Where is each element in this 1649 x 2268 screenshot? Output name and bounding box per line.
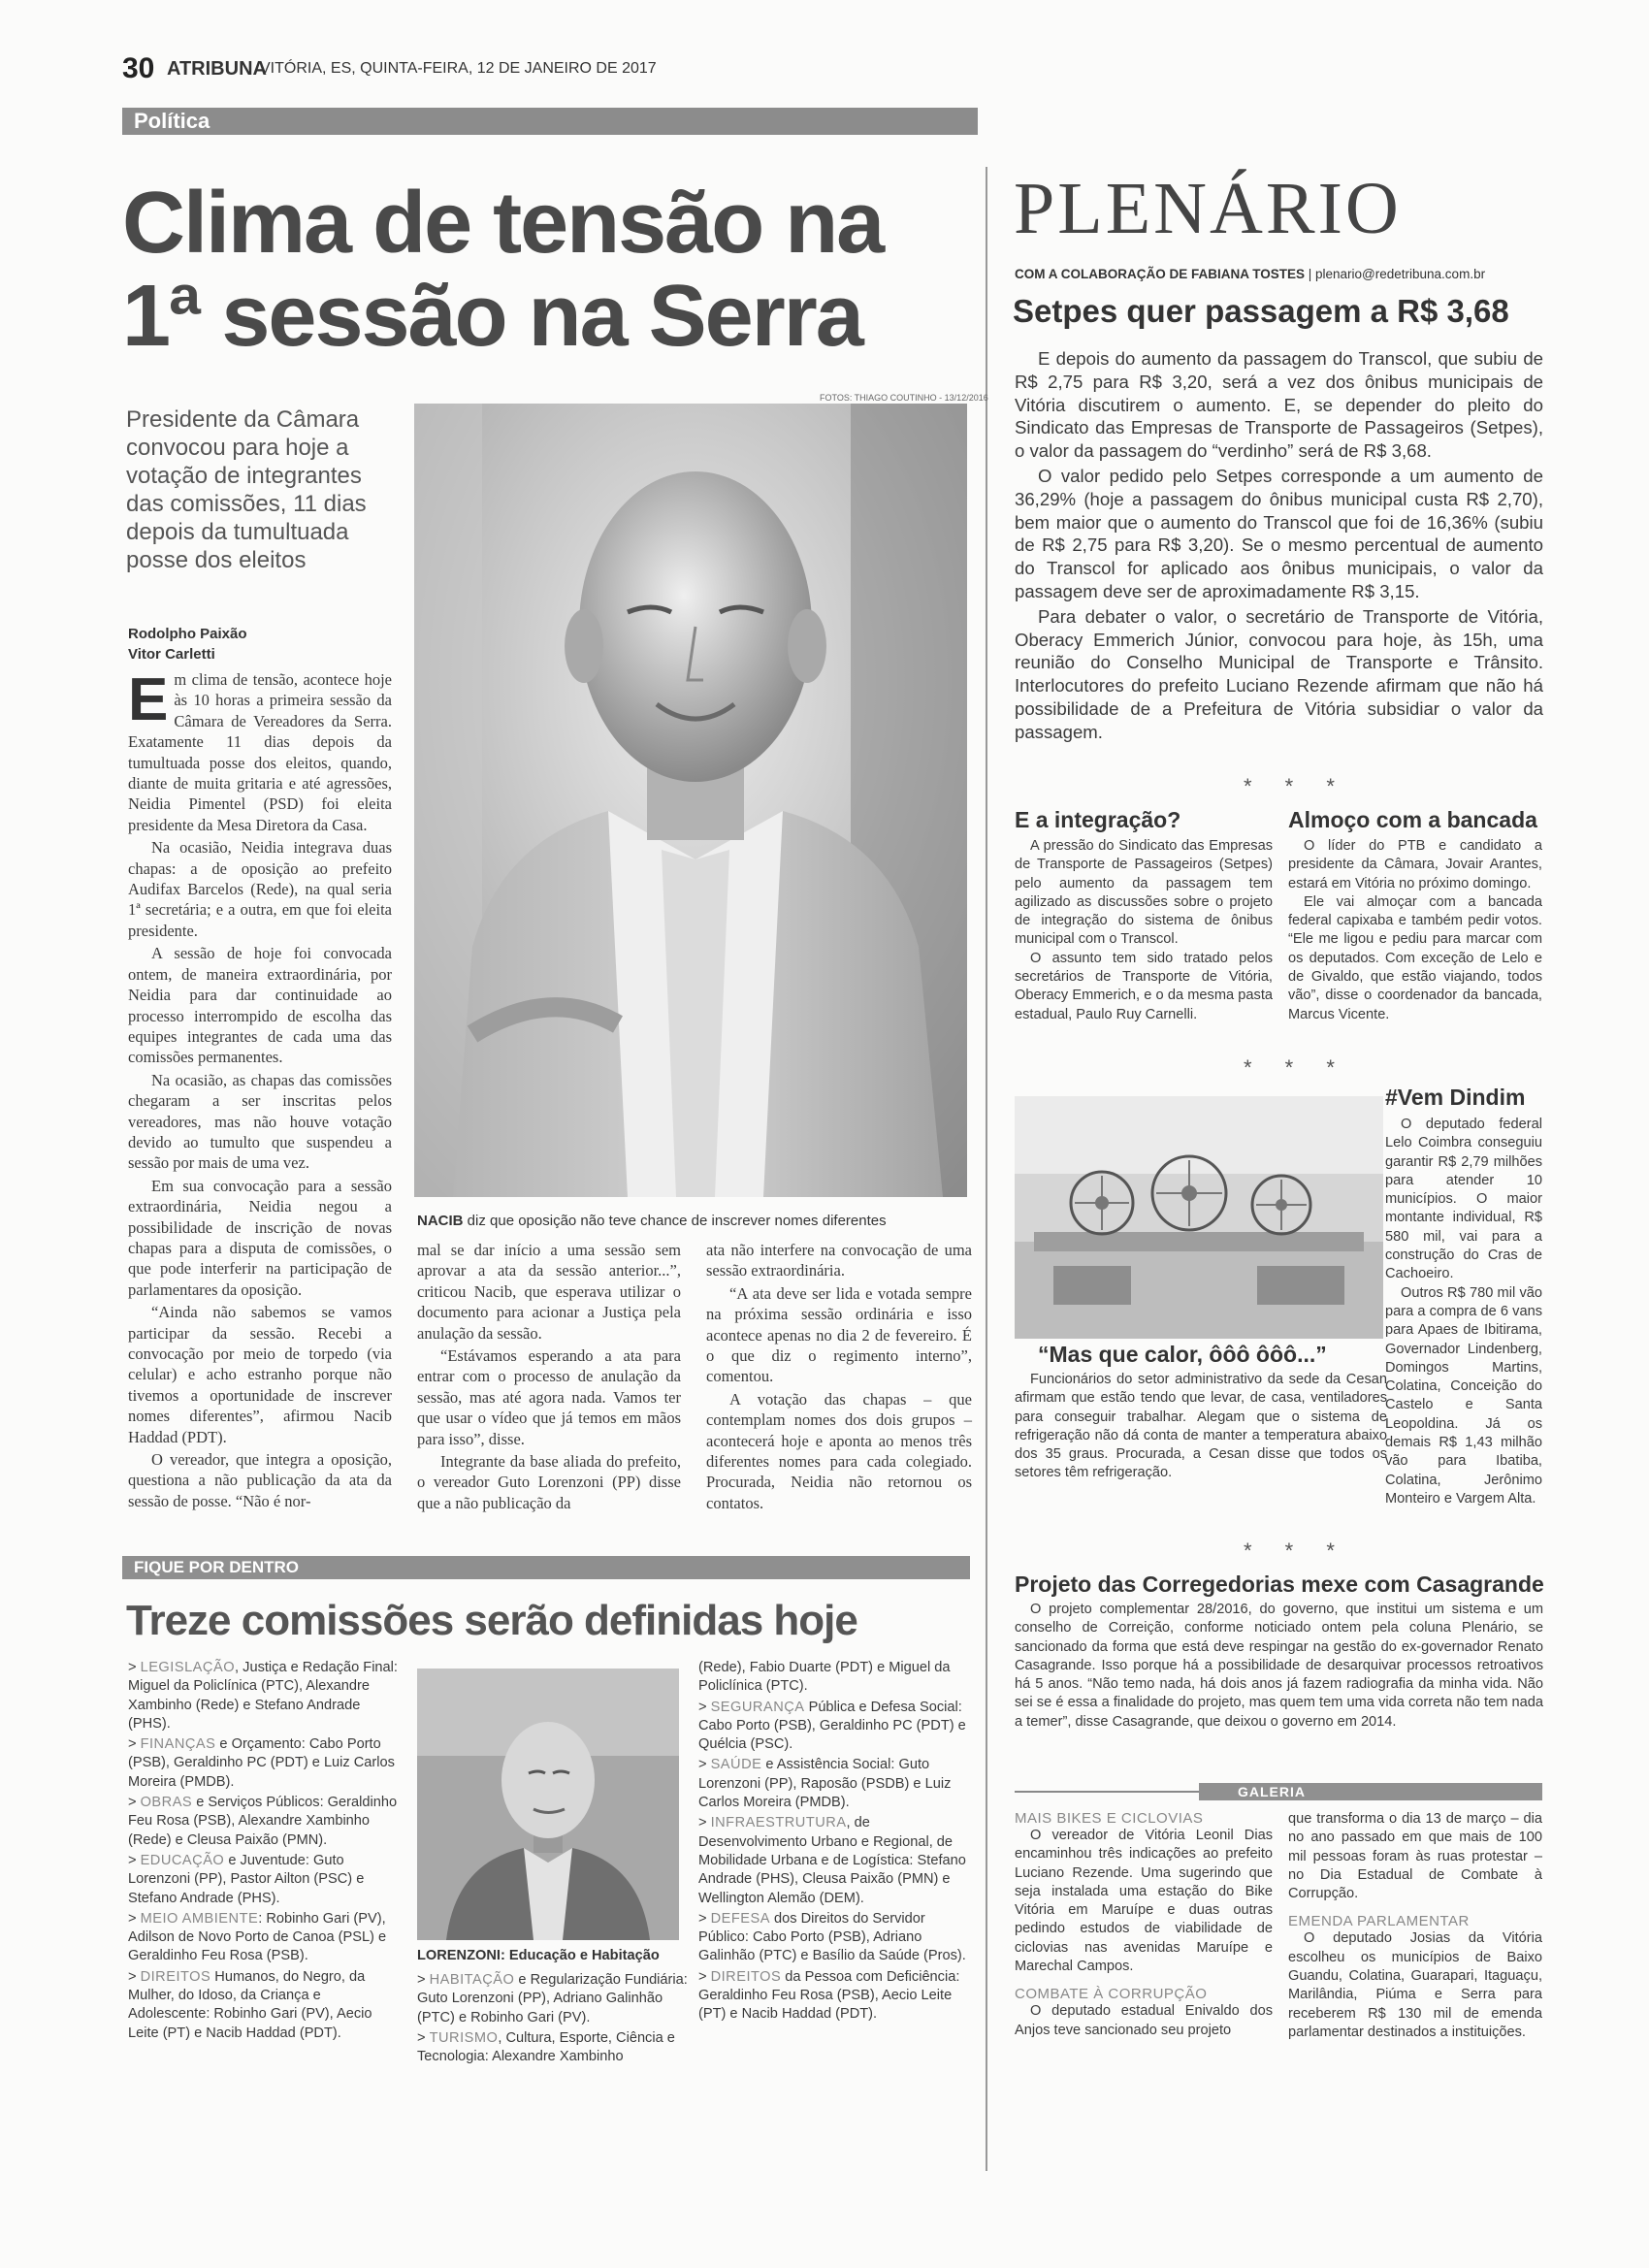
galeria-category: COMBATE À CORRUPÇÃO: [1015, 1986, 1208, 2003]
paragraph: O vereador, que integra a oposição, questiona a não publicação da ata da sessão de posse. “Não é nor-: [128, 1450, 392, 1510]
collab-label: COM A COLABORAÇÃO DE FABIANA TOSTES: [1015, 267, 1306, 281]
list-item: (Rede), Fabio Duarte (PDT) e Miguel da Policlínica (PTC).: [698, 1660, 951, 1695]
section-label: Política: [134, 109, 210, 133]
photo-credit: FOTOS: THIAGO COUTINHO - 13/12/2016: [820, 393, 988, 403]
paragraph: O deputado federal Lelo Coimbra conseguiu garantir R$ 2,79 milhões para atender 10 municípios. O maior montante individual, R$ 580 mil, vai para a construção do Cras de Cachoeiro.: [1385, 1117, 1542, 1282]
bullet-icon: >: [128, 1910, 141, 1927]
author-name: Rodolpho Paixão: [128, 626, 247, 642]
separator-stars: * * *: [1244, 1055, 1348, 1080]
commission-members: : Robinho Gari (PV), Adilson de Novo Porto de Canoa (PSL) e Geraldinho Feu Rosa (PSB).: [128, 1910, 387, 1964]
paragraph: Outros R$ 780 mil vão para a compra de 6 vans para Apaes de Ibitirama, Governador Lindenberg, Domingos Martins, Colatina, Conceição do Castelo e Santa Leopoldina. Já os demais R$ 1,43 milhão vão para Ibatiba, Colatina, Jerônimo Monteiro e Vargem Alta.: [1385, 1284, 1542, 1507]
galeria-category: MAIS BIKES E CICLOVIAS: [1015, 1810, 1204, 1827]
commission-category: EDUCAÇÃO: [140, 1852, 225, 1868]
paragraph: “Estávamos esperando a ata para entrar com o processo de anulação da sessão, mas até agora nada. Vamos ter que usar o vídeo que já temos em mãos para isso”, disse.: [417, 1346, 681, 1448]
commission-category: OBRAS: [140, 1795, 193, 1811]
paragraph: “A ata deve ser lida e votada sempre na próxima sessão ordinária e isso acontece apenas no dia 2 de fevereiro. É o que diz o regimento interno”, comentou.: [706, 1283, 972, 1386]
author-name: Vitor Carletti: [128, 646, 215, 663]
bullet-icon: >: [698, 1815, 711, 1831]
paragraph: Na ocasião, as chapas das comissões chegaram a ser inscritas pelos vereadores, mas não houve votação devido ao tumulto que suspendeu a sessão por mais de uma vez.: [128, 1070, 392, 1173]
commissions-list-middle: [417, 1971, 689, 2068]
drop-cap: E: [128, 666, 169, 733]
commission-category: TURISMO: [429, 2029, 499, 2046]
commission-category: INFRAESTRUTURA: [710, 1815, 847, 1831]
caption-name: NACIB: [417, 1213, 464, 1229]
paragraph: ata não interfere na convocação de uma sessão extraordinária.: [706, 1241, 972, 1280]
calor-body: [1015, 1371, 1387, 1483]
paragraph: m clima de tensão, acontece hoje às 10 horas a primeira sessão da Câmara de Vereadores da Serra. Exatamente 11 dias depois da tumultuada posse dos eleitos, quando, diante de muita gritaria e até agressões, Neidia Pimentel (PSD) foi eleita presidente da Mesa Diretora da Casa.: [128, 670, 392, 834]
paragraph: “Ainda não sabemos se vamos participar da sessão. Recebi a convocação por meio de torpedo (via celular) e acho estranho porque não tivemos a oportunidade de inscrever nomes diferentes”, afirmou Nacib Haddad (PDT).: [128, 1303, 392, 1446]
commission-category: DEFESA: [710, 1910, 770, 1927]
galeria-rule: [1015, 1791, 1199, 1793]
galeria-right: [1288, 1810, 1542, 2042]
list-item: [698, 1814, 972, 1907]
projeto-body: [1015, 1601, 1543, 1732]
paragraph: A votação das chapas – que contemplam nomes dos dois grupos – acontecerá hoje e aponta ao menos três diferentes nomes para cada colegiado. Procurada, Neidia não retornou os contatos.: [706, 1389, 972, 1512]
main-headline: [122, 177, 976, 363]
fique-label: FIQUE POR DENTRO: [134, 1558, 300, 1576]
commissions-headline: Treze comissões serão definidas hoje: [126, 1597, 857, 1644]
plenario-body: [1015, 347, 1543, 746]
lorenzoni-photo: [417, 1669, 679, 1940]
bullet-icon: >: [128, 1795, 141, 1811]
galeria-left: [1015, 1810, 1273, 2040]
brand-logo: ATRIBUNA: [167, 58, 267, 80]
dindim-body: [1385, 1116, 1542, 1508]
bullet-icon: >: [128, 1852, 141, 1868]
bullet-icon: >: [128, 1968, 141, 1985]
list-item: [128, 1910, 400, 1966]
commission-category: DIREITOS: [710, 1968, 782, 1985]
list-item: [417, 2029, 689, 2067]
paragraph: Funcionários do setor administrativo da sede da Cesan afirmam que estão tendo que levar, de casa, ventiladores para conseguir trabalhar. Alegam que o sistema de refrigeração não dá conta de manter a temperatura abaixo dos 35 graus. Procurada, a Cesan disse que todos os setores têm refrigeração.: [1015, 1372, 1387, 1481]
paragraph: Em sua convocação para a sessão extraordinária, Neidia negou a possibilidade de inscrição de novas chapas para a disputa de comissões, o que pode interferir na participação de parlamentares da oposição.: [128, 1176, 392, 1299]
integracao-title: E a integração?: [1015, 807, 1181, 832]
galeria-category: EMENDA PARLAMENTAR: [1288, 1913, 1470, 1930]
paragraph: Na ocasião, Neidia integrava duas chapas: a de oposição ao prefeito Audifax Barcelos (Rede), na qual seria 1ª secretária; e a outra, em que foi eleita presidente.: [128, 838, 392, 940]
commission-members: da Pessoa com Deficiência: Geraldinho Feu Rosa (PSB), Aecio Leite (PT) e Nacib Haddad (PDT).: [698, 1968, 960, 2023]
column-divider: [986, 167, 987, 2171]
list-item: [128, 1968, 400, 2043]
caption-text: diz que oposição não teve chance de inscrever nomes diferentes: [463, 1213, 887, 1229]
almoco-body: [1288, 837, 1542, 1024]
commission-members: e Assistência Social: Guto Lorenzoni (PP), Raposão (PSDB) e Luiz Carlos Moreira (PMDB).: [698, 1757, 952, 1811]
paragraph: A pressão do Sindicato das Empresas de Transporte de Passageiros (Setpes) pelo aumento da passagem tem agilizado as discussões sobre o projeto de integração do sistema de ônibus municipal com o Transcol.: [1015, 838, 1273, 948]
commission-category: DIREITOS: [140, 1968, 211, 1985]
commission-members: e Orçamento: Cabo Porto (PSB), Geraldinho PC (PDT) e Luiz Carlos Moreira (PMDB).: [128, 1736, 395, 1790]
commission-category: SEGURANÇA: [710, 1699, 805, 1715]
nacib-photo: [414, 404, 967, 1197]
bullet-icon: >: [698, 1757, 711, 1773]
paragraph: O assunto tem sido tratado pelos secretários de Transporte de Vitória, Oberacy Emmerich, e o da mesma pasta estadual, Paulo Ruy Carnelli.: [1015, 950, 1273, 1022]
bullet-icon: >: [417, 2029, 430, 2046]
bullet-icon: >: [698, 1968, 711, 1985]
commission-members: Humanos, do Negro, da Mulher, do Idoso, da Criança e Adolescente: Robinho Gari (PV), Aecio Leite (PT) e Nacib Haddad (PDT).: [128, 1968, 372, 2041]
headline-line-2: 1ª sessão na Serra: [122, 268, 862, 365]
integracao-body: [1015, 837, 1273, 1024]
paragraph: A sessão de hoje foi convocada ontem, de maneira extraordinária, por Neidia para dar continuidade ao processo interrompido de escolha das equipes integrantes de cada uma das comissões permanentes.: [128, 944, 392, 1067]
article-column-2: [417, 1240, 681, 1515]
article-column-1: [128, 666, 392, 1513]
bullet-icon: >: [128, 1736, 141, 1753]
headline-line-1: Clima de tensão na: [122, 175, 884, 272]
paragraph: Integrante da base aliada do prefeito, o vereador Guto Lorenzoni (PP) disse que a não publicação da: [417, 1452, 681, 1512]
section-bar: [122, 108, 978, 135]
article-column-3: [706, 1240, 972, 1515]
list-item: [128, 1794, 400, 1850]
collab-email: | plenario@redetribuna.com.br: [1305, 267, 1486, 281]
byline: [128, 624, 247, 664]
list-item: [698, 1756, 972, 1812]
bullet-icon: >: [698, 1910, 711, 1927]
paragraph: O deputado Josias da Vitória escolheu os municípios de Baixo Guandu, Colatina, Guarapari, Itaguaçu, Marilândia, Piúma e Serra para receberem R$ 130 mil de emenda parlamentar destinados a instituições.: [1288, 1930, 1542, 2040]
list-item: [417, 1971, 689, 2027]
commission-members: dos Direitos do Servidor Público: Cabo Porto (PSB), Adriano Galinhão (PTC) e Basílio da Saúde (Pros).: [698, 1910, 966, 1964]
bullet-icon: >: [417, 1972, 430, 1988]
commission-members: e Serviços Públicos: Geraldinho Feu Rosa (PSB), Alexandre Xambinho (Rede) e Cleusa Paixão (PMN).: [128, 1795, 398, 1848]
list-item: [698, 1968, 972, 2025]
commission-members: , Justiça e Redação Final: Miguel da Policlínica (PTC), Alexandre Xambinho (Rede) e Stefano Andrade (PHS).: [128, 1660, 398, 1732]
office-fans-photo: [1015, 1096, 1383, 1339]
paragraph: O vereador de Vitória Leonil Dias encaminhou três indicações ao prefeito Luciano Rezende. Uma sugerindo que seja instalada uma estação do Bike Vitória em Maruípe e duas outras pedindo estudos de viabilidade de ciclovias nas avenidas Maruípe e Marechal Campos.: [1015, 1828, 1273, 1975]
commissions-list-right: [698, 1659, 972, 2026]
commission-category: LEGISLAÇÃO: [140, 1660, 236, 1675]
commission-members: e Regularização Fundiária: Guto Lorenzoni (PP), Adriano Galinhão (PTC) e Robinho Gari (PV).: [417, 1972, 688, 2025]
paragraph: O projeto complementar 28/2016, do governo, que institui um sistema e um conselho de Correição, conforme noticiado ontem pela coluna Plenário, se sancionado da forma que está deve respingar na gestão do ex-governador Renato Casagrande. Isso porque há a possibilidade de desarquivar processos retroativos há 5 anos. “Não temo nada, há dois anos já fazem radiografia da minha vida. Não sei se é essa a finalidade do projeto, mas quem tem uma vida correta não tem nada a temer”, disse Casagrande, que deixou o governo em 2014.: [1015, 1602, 1543, 1730]
photo-caption: [417, 1213, 887, 1229]
column-title: PLENÁRIO: [1014, 168, 1402, 249]
galeria-label: GALERIA: [1238, 1784, 1306, 1799]
list-item: [128, 1659, 400, 1733]
list-item: [698, 1699, 972, 1755]
paragraph: Para debater o valor, o secretário de Transporte de Vitória, Oberacy Emmerich Júnior, convocou para hoje, às 15h, uma reunião do Conselho Municipal de Transporte e Trânsito. Interlocutores do prefeito Luciano Rezende afirmam que não há possibilidade de a Prefeitura de Vitória subsidiar o valor da passagem.: [1015, 605, 1543, 742]
page-number: 30: [122, 52, 155, 84]
commission-category: FINANÇAS: [140, 1736, 216, 1753]
commission-members: Pública e Defesa Social: Cabo Porto (PSB), Geraldinho PC (PDT) e Quélcia (PSC).: [698, 1699, 966, 1753]
column-collaboration: [1015, 267, 1485, 281]
list-item: [128, 1735, 400, 1792]
paragraph: Ele vai almoçar com a bancada federal capixaba e também pedir votos. “Ele me ligou e pediu para marcar com os deputados. Com exceção de Lelo e de Givaldo, que estão viajando, todos vão”, disse o coordenador da bancada, Marcus Vicente.: [1288, 893, 1542, 1022]
separator-stars: * * *: [1244, 1539, 1348, 1563]
dateline: VITÓRIA, ES, QUINTA-FEIRA, 12 DE JANEIRO DE 2017: [260, 60, 657, 77]
commissions-list-left: [128, 1659, 400, 2045]
paragraph: mal se dar início a uma sessão sem aprovar a ata da sessão anterior...”, criticou Nacib, que esperava utilizar o documento para acionar a Justiça pela anulação da sessão.: [417, 1241, 681, 1343]
commission-members: , Cultura, Esporte, Ciência e Tecnologia: Alexandre Xambinho: [417, 2029, 675, 2065]
paragraph: O deputado estadual Enivaldo dos Anjos teve sancionado seu projeto: [1015, 2003, 1273, 2038]
commission-category: SAÚDE: [710, 1757, 762, 1773]
list-item: [698, 1910, 972, 1966]
dindim-title: #Vem Dindim: [1385, 1085, 1526, 1110]
photo-caption: LORENZONI: Educação e Habitação: [417, 1948, 660, 1963]
commission-category: MEIO AMBIENTE: [140, 1910, 259, 1927]
paragraph: que transforma o dia 13 de março – dia no ano passado em que mais de 100 mil pessoas foram às ruas protestar – no Dia Estadual de Combate à Corrupção.: [1288, 1811, 1542, 1902]
commission-category: HABITAÇÃO: [429, 1972, 515, 1988]
bullet-icon: >: [128, 1660, 141, 1675]
bullet-icon: >: [698, 1699, 711, 1715]
article-deck: Presidente da Câmara convocou para hoje a votação de integrantes das comissões, 11 dias depois da tumultuada posse dos eleitos: [126, 406, 367, 573]
paragraph: E depois do aumento da passagem do Transcol, que subiu de R$ 2,75 para R$ 3,20, será a vez dos ônibus municipais de Vitória discutirem o aumento. E, se depender do pleito do Sindicato das Empresas de Transporte de Passageiros (Setpes), o valor da passagem do “verdinho” será de R$ 3,68.: [1015, 348, 1543, 462]
commission-members: e Juventude: Guto Lorenzoni (PP), Pastor Ailton (PSC) e Stefano Andrade (PHS).: [128, 1852, 365, 1906]
commission-members: , de Desenvolvimento Urbano e Regional, de Mobilidade Urbana e de Logística: Stefano Andrade (PHS), Cleusa Paixão (PMN) e Wellington Alemão (DEM).: [698, 1815, 966, 1906]
almoco-title: Almoço com a bancada: [1288, 807, 1537, 832]
paragraph: O valor pedido pelo Setpes corresponde a um aumento de 36,29% (hoje a passagem do ônibus municipal custa R$ 2,70), bem maior que o aumento do Transcol que foi de 16,36% (subiu de R$ 2,75 para R$ 3,20). Se o mesmo percentual de aumento do Transcol for aplicado aos ônibus municipais, o valor da passagem deve ser de aproximadamente R$ 3,15.: [1015, 465, 1543, 601]
separator-stars: * * *: [1244, 774, 1348, 798]
paragraph: O líder do PTB e candidato a presidente da Câmara, Jovair Arantes, estará em Vitória no próximo domingo.: [1288, 838, 1542, 891]
list-item: [128, 1852, 400, 1908]
plenario-headline: Setpes quer passagem a R$ 3,68: [1013, 293, 1509, 329]
projeto-title: Projeto das Corregedorias mexe com Casagrande: [1015, 1571, 1544, 1597]
calor-title: “Mas que calor, ôôô ôôô...”: [1038, 1342, 1327, 1367]
